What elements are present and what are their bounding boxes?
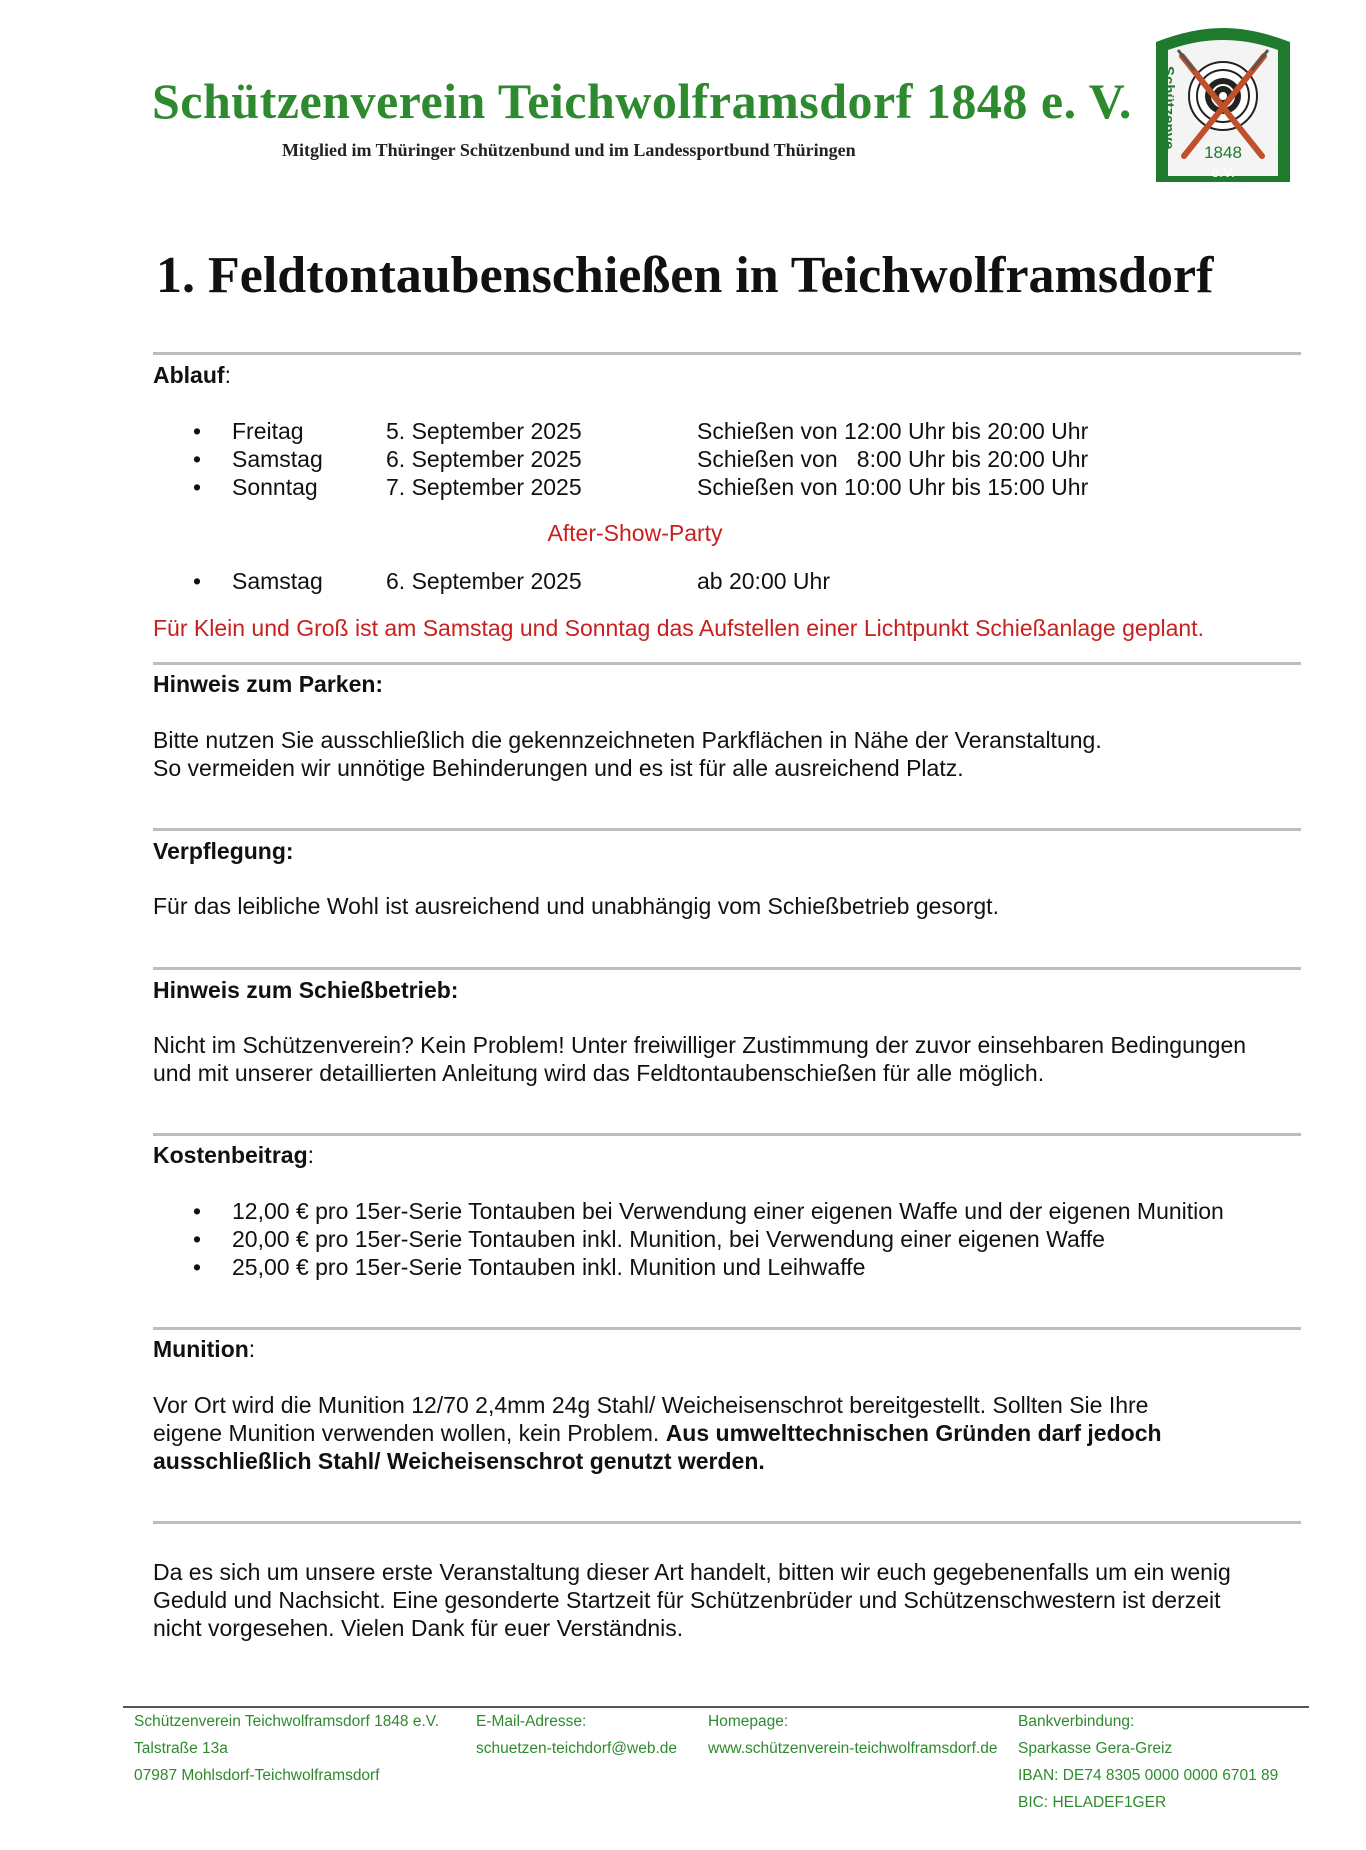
schedule-day: Freitag bbox=[232, 418, 304, 444]
price-item: • 25,00 € pro 15er-Serie Tontauben inkl. Munition und Leihwaffe bbox=[193, 1254, 866, 1280]
verpflegung-text: Für das leibliche Wohl ist ausreichend und unabhängig vom Schießbetrieb gesorgt. bbox=[153, 893, 999, 919]
schedule-row: • Freitag 5. September 2025 Schießen von 12:00 Uhr bis 20:00 Uhr bbox=[193, 418, 1089, 444]
closing-text: Da es sich um unsere erste Veranstaltung dieser Art handelt, bitten wir euch gegebenenfalls um ein wenig Geduld und Nachsicht. Eine gesonderte Startzeit für Schützenbrüder und Schützenschwestern ist derzeit nicht vorgesehen. Vielen Dank für euer Verständnis. bbox=[153, 1559, 1231, 1641]
divider bbox=[153, 828, 1301, 831]
munition-heading: Munition: bbox=[153, 1336, 256, 1362]
divider bbox=[153, 352, 1301, 355]
parken-heading: Hinweis zum Parken: bbox=[153, 671, 384, 697]
schedule-time: Schießen von 12:00 Uhr bis 20:00 Uhr bbox=[697, 418, 1089, 444]
logo-year: 1848 bbox=[1204, 143, 1242, 162]
price-item: • 20,00 € pro 15er-Serie Tontauben inkl. Munition, bei Verwendung einer eigenen Waffe bbox=[193, 1226, 1105, 1252]
membership-subtitle: Mitglied im Thüringer Schützenbund und im Landessportbund Thüringen bbox=[282, 140, 856, 160]
footer-email: E-Mail-Adresse: schuetzen-teichdorf@web.de bbox=[476, 1708, 677, 1762]
ablauf-heading: Ablauf: bbox=[153, 362, 231, 388]
schedule-date: 6. September 2025 bbox=[386, 446, 582, 472]
party-day: Samstag bbox=[232, 568, 323, 594]
logo-text-right: Wolframsdorf bbox=[1277, 64, 1292, 149]
divider bbox=[153, 967, 1301, 970]
club-logo bbox=[1152, 26, 1294, 182]
schedule-time: Schießen von 8:00 Uhr bis 20:00 Uhr bbox=[697, 446, 1089, 472]
schiessbetrieb-heading: Hinweis zum Schießbetrieb: bbox=[153, 977, 459, 1003]
schedule-row: • Sonntag 7. September 2025 Schießen von 10:00 Uhr bis 15:00 Uhr bbox=[193, 474, 1089, 500]
email-link[interactable]: schuetzen-teichdorf@web.de bbox=[476, 1740, 677, 1757]
divider bbox=[153, 1327, 1301, 1330]
parken-text: Bitte nutzen Sie ausschließlich die gekennzeichneten Parkflächen in Nähe der Veranstaltung. So vermeiden wir unnötige Behinderungen und es ist für alle ausreichend Platz. bbox=[153, 727, 1102, 781]
party-time: ab 20:00 Uhr bbox=[697, 568, 830, 594]
schedule-time: Schießen von 10:00 Uhr bis 15:00 Uhr bbox=[697, 474, 1089, 500]
kosten-heading: Kostenbeitrag: bbox=[153, 1142, 315, 1168]
club-title: Schützenverein Teichwolframsdorf 1848 e. V. bbox=[152, 73, 1132, 129]
price-item: • 12,00 € pro 15er-Serie Tontauben bei Verwendung einer eigenen Waffe und der eigenen Munition bbox=[193, 1198, 1224, 1224]
event-title: 1. Feldtontaubenschießen in Teichwolframsdorf bbox=[156, 247, 1214, 304]
divider bbox=[153, 1133, 1301, 1136]
lichtpunkt-note: Für Klein und Groß ist am Samstag und Sonntag das Aufstellen einer Lichtpunkt Schießanlage geplant. bbox=[153, 615, 1204, 641]
munition-text: Vor Ort wird die Munition 12/70 2,4mm 24g Stahl/ Weicheisenschrot bereitgestellt. Sollten Sie Ihre eigene Munition verwenden wollen, kein Problem. Aus umwelttechnischen Gründen darf jedoch ausschließlich Stahl/ Weicheisenschrot genutzt werden. bbox=[153, 1392, 1162, 1474]
party-date: 6. September 2025 bbox=[386, 568, 582, 594]
schedule-date: 5. September 2025 bbox=[386, 418, 582, 444]
homepage-link[interactable]: www.schützenverein-teichwolframsdorf.de bbox=[708, 1740, 998, 1757]
target-icon bbox=[1189, 62, 1257, 130]
logo-text-left: Schützenve bbox=[1160, 66, 1177, 150]
schedule-row: • Samstag 6. September 2025 Schießen von 8:00 Uhr bis 20:00 Uhr bbox=[193, 446, 1089, 472]
party-row: • Samstag 6. September 2025 ab 20:00 Uhr bbox=[193, 568, 830, 594]
schedule-date: 7. September 2025 bbox=[386, 474, 582, 500]
divider bbox=[153, 1521, 1301, 1524]
schedule-day: Sonntag bbox=[232, 474, 318, 500]
footer-address: Schützenverein Teichwolframsdorf 1848 e.V. Talstraße 13a 07987 Mohlsdorf-Teichwolframsdorf bbox=[134, 1713, 440, 1784]
footer-homepage: Homepage: www.schützenverein-teichwolframsdorf.de bbox=[708, 1708, 997, 1762]
footer-bank: Bankverbindung: Sparkasse Gera-Greiz IBAN: DE74 8305 0000 0000 6701 89 BIC: HELADEF1GER bbox=[1018, 1713, 1279, 1811]
schiessbetrieb-text: Nicht im Schützenverein? Kein Problem! Unter freiwilliger Zustimmung der zuvor einsehbaren Bedingungen und mit unserer detaillierten Anleitung wird das Feldtontaubenschießen für alle möglich. bbox=[153, 1032, 1247, 1086]
logo-suffix: e.V. bbox=[1211, 164, 1235, 180]
divider bbox=[153, 662, 1301, 665]
shield-emblem-icon bbox=[1152, 26, 1294, 182]
verpflegung-heading: Verpflegung: bbox=[153, 838, 294, 864]
party-title: After-Show-Party bbox=[547, 520, 723, 546]
schedule-day: Samstag bbox=[232, 446, 323, 472]
